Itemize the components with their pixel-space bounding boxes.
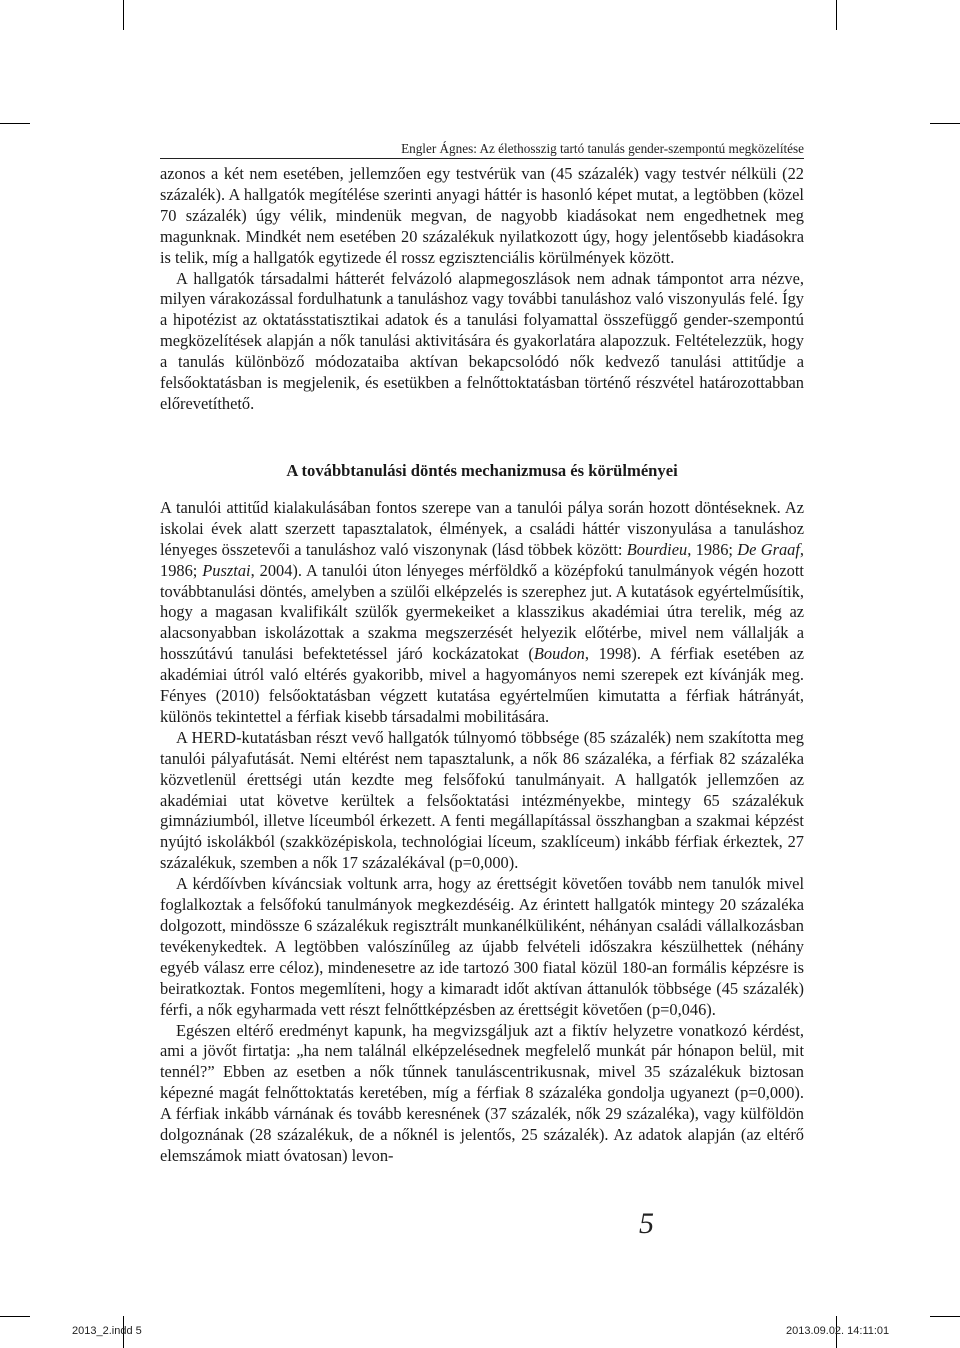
section-paragraph-4: Egészen eltérő eredményt kapunk, ha megvizsgáljuk azt a fiktív helyzetre vonatkozó kérdést, ami a jövőt firtatja: „ha nem találnál elképzelésednek megfelelő munkát pár hónapon belül, mit tennél?” Ebben az esetben a nők tűnnek tanuláscentrikusnak, mivel 35 százalékuk biztosan képezné magát felnőttoktatás keretében, míg a férfiak 8 százaléka gondolja ugyanezt (p=0,000). A férfiak inkább várnának és tovább keresnének (37 százalék, nők 29 százaléka), vagy külföldön dolgoznának (28 százalékuk, de a nőknél is jelentős, 25 százalék). Az adatok alapján (az eltérő elemszámok miatt óvatosan) levon- — [160, 1020, 804, 1165]
page-body — [160, 164, 804, 1167]
slug-datetime: 2013.09.02. 14:11:01 — [786, 1325, 890, 1337]
page-number: 5 — [639, 1207, 654, 1240]
section-paragraph-3: A kérdőívben kíváncsiak voltunk arra, hogy az érettségit követően tovább nem tanulók mivel foglalkoztak a felsőfokú tanulmányok megkezdéséig. Az érintett hallgatók mintegy 20 százaléka dolgozott, mindössze 6 százalékuk regisztrált munkanélküliként, néhányan családi vállalkozásban tevékenykedtek. A legtöbben valószínűleg az újabb felvételi időszakra készülhettek (néhány egyéb válasz erre céloz), mindenesetre az ide tartozó 300 fiatal közül 180-an formális képzésre is beiratkoztak. Fontos megemlíteni, hogy a kimaradt időt aktívan áttanulók többsége (45 százalék) férfi, a nők egyharmada vett részt felnőttképzésben az érettségit követően (p=0,046). — [160, 874, 804, 1019]
section-heading: A továbbtanulási döntés mechanizmusa és körülményei — [286, 460, 678, 480]
slug-filename: 2013_2.indd 5 — [72, 1325, 142, 1337]
section-paragraph-1: A tanulói attitűd kialakulásában fontos szerepe van a tanulói pálya során hozott döntéseknek. Az iskolai évek alatt szerzett tapasztalatok, élmények, a családi háttér viszonyulása a tanuláshoz lényeges összetevői a tanuláshoz való viszonynak (lásd többek között: Bourdieu, 1986; De Graaf, 1986; Pusztai, 2004). A tanulói úton lényeges mérföldkő a középfokú tanulmányok végén hozott továbbtanulási döntés, amelyben a szülői elképzelés is szerephez jut. A kutatások egyértelműsítik, hogy a magasan kvalifikált szülők gyermekeiket a klasszikus akadémiai útra terelik, még az alacsonyabban iskolázottak a szakma megszerzését helyezik előtérbe, mivel nem vállalják a hosszútávú tanulási befektetéssel járó kockázatokat (Boudon, 1998). A férfiak esetében az akadémiai útról való eltérés gyakoribb, mivel a hagyományos nemi szerepek ezt kívánják meg. Fényes (2010) felsőoktatásban végzett kutatása egyértelműen kimutatta a férfiak hátrányát, különös tekintettel a férfiak kisebb társadalmi mobilitására. — [160, 497, 805, 726]
crop-mark — [123, 0, 124, 30]
crop-mark — [930, 1316, 960, 1317]
crop-mark — [0, 1316, 30, 1317]
citation-de-graaf: De Graaf — [737, 539, 800, 559]
citation-pusztai: Pusztai — [202, 560, 251, 580]
intro-paragraph-2: A hallgatók társadalmi hátterét felvázoló alapmegoszlások nem adnak támpontot arra nézve, milyen várakozással fordulhatunk a tanuláshoz vagy további tanuláshoz való viszonyulás felé. Így a hipotézist az oktatásstatisztikai adatok és a tanulási folyamattal összefüggő gender-szempontú megközelítések alapján a nők tanulási aktivitására és gyakorlatára alapozzuk. Feltételezzük, hogy a tanulás különböző módozataiba aktívan bekapcsolódó nők kedvező tanulási attitűdje a felsőoktatásban is megjelenik, és esetükben a felnőttoktatásban történő részvétel határozottabban előrevetíthető. — [160, 268, 804, 413]
running-header: Engler Ágnes: Az élethosszig tartó tanulás gender-szempontú megközelítése — [401, 141, 804, 156]
crop-mark — [930, 123, 960, 124]
section-paragraph-2: A HERD-kutatásban részt vevő hallgatók túlnyomó többsége (85 százalék) nem szakította meg tanulói pályafutását. Nemi eltérést nem tapasztalunk, a nők 86 százaléka, a férfiak 82 százaléka közvetlenül érettségi után kezdte meg felsőfokú tanulmányait. A hallgatók jellemzően az akadémiai utat követve kerültek a felsőoktatási intézményekbe, mintegy 65 százalékuk gimnáziumból, illetve líceumból érkezett. A fenti megállapítással összhangban a szakmai képzést nyújtó iskolákból (szakközépiskola, technológiai líceum, szaklíceum) inkább férfiak érkeztek, 27 százalékuk, szemben a nők 17 százalékával (p=0,000). — [160, 727, 804, 873]
citation-bourdieu: Bourdieu — [626, 539, 688, 559]
crop-mark — [836, 0, 837, 30]
header-divider — [160, 158, 804, 159]
intro-paragraph-1: azonos a két nem esetében, jellemzően egy testvérük van (45 százalék) vagy testvér nélküli (22 százalék). A hallgatók megítélése szerinti anyagi háttér is hasonló képet mutat, a legtöbben (közel 70 százalék) úgy vélik, mindenük megvan, de nagyobb kiadásokat nem engedhetnek meg magunknak. Mindkét nem esetében 20 százalékuk nyilatkozott úgy, hogy jelentősebb kiadásokra is telik, míg a hallgatók egytizede él rossz egzisztenciális körülmények között. — [160, 164, 804, 267]
citation-boudon: Boudon — [533, 644, 585, 664]
crop-mark — [0, 123, 30, 124]
